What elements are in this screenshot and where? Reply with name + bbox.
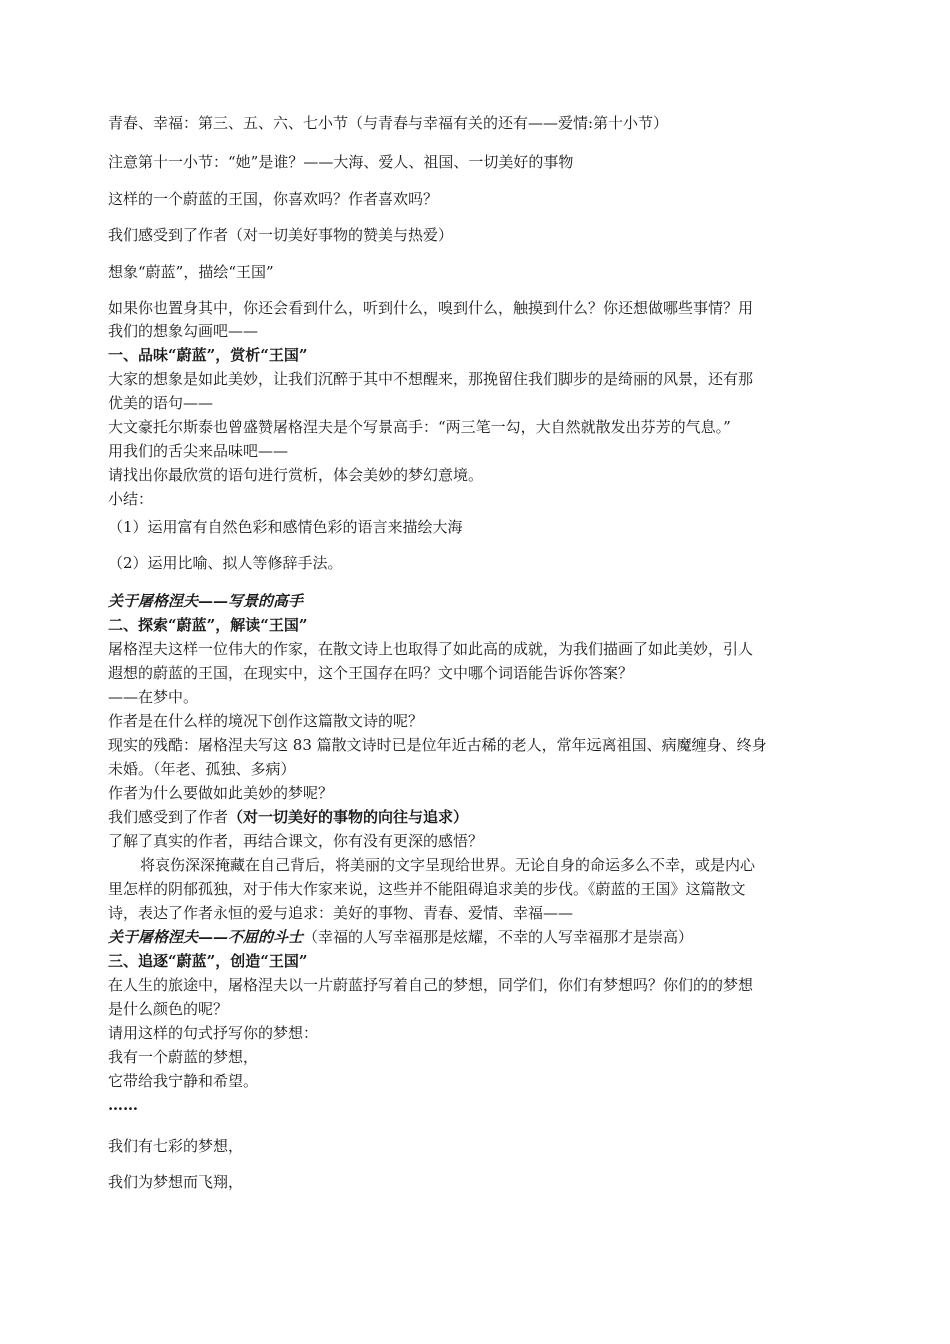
- text-line: 里怎样的阴郁孤独，对于伟大作家来说，这些并不能阻碍追求美的步伐。《蔚蓝的王国》这篇散文: [108, 880, 746, 898]
- subheading-italic: 关于屠格涅夫——写景的高手: [108, 592, 304, 610]
- text-fragment: 我们感受到了作者: [108, 808, 229, 826]
- text-line: 作者为什么要做如此美妙的梦呢？: [108, 784, 334, 802]
- ellipsis: ……: [108, 1096, 138, 1114]
- text-line: [108, 807, 468, 827]
- text-line: 诗，表达了作者永恒的爱与追求：美好的事物、青春、爱情、幸福——: [108, 904, 574, 922]
- text-line: 注意第十一小节：“她”是谁？——大海、爱人、祖国、一切美好的事物: [108, 153, 574, 171]
- text-line: 大家的想象是如此美妙，让我们沉醉于其中不想醒来，那挽留住我们脚步的是绮丽的风景，还有那: [108, 370, 754, 388]
- text-line: 请找出你最欣赏的语句进行赏析，体会美妙的梦幻意境。: [108, 466, 484, 484]
- text-line: 现实的残酷：屠格涅夫写这 83 篇散文诗时已是位年近古稀的老人，常年远离祖国、病魔缠身、终身: [108, 736, 767, 754]
- text-line: 青春、幸福：第三、五、六、七小节（与青春与幸福有关的还有——爱情:第十小节）: [108, 114, 669, 132]
- text-line: 我们感受到了作者（对一切美好事物的赞美与热爱）: [108, 226, 454, 244]
- subheading-italic: 关于屠格涅夫——不屈的斗士: [108, 928, 304, 946]
- text-line: 如果你也置身其中，你还会看到什么，听到什么，嗅到什么，触摸到什么？你还想做哪些事情？用: [108, 299, 754, 317]
- text-line: 是什么颜色的呢？: [108, 1000, 229, 1018]
- text-line: 作者是在什么样的境况下创作这篇散文诗的呢？: [108, 712, 424, 730]
- text-line: 我们为梦想而飞翔，: [108, 1173, 244, 1191]
- text-line: 大文豪托尔斯泰也曾盛赞屠格涅夫是个写景高手：“两三笔一勾，大自然就散发出芬芳的气息。”: [108, 418, 731, 436]
- text-line: 想象“蔚蓝”，描绘“王国”: [108, 263, 274, 281]
- text-line: 用我们的舌尖来品味吧——: [108, 442, 289, 460]
- text-line: [108, 927, 693, 947]
- text-line: 优美的语句——: [108, 394, 214, 412]
- text-line: 我们的想象勾画吧——: [108, 322, 259, 340]
- text-line: 小结：: [108, 490, 154, 508]
- text-line: 这样的一个蔚蓝的王国，你喜欢吗？作者喜欢吗？: [108, 190, 439, 208]
- text-line: 它带给我宁静和希望。: [108, 1072, 259, 1090]
- text-line: 在人生的旅途中，屠格涅夫以一片蔚蓝抒写着自己的梦想，同学们，你们有梦想吗？你们的的梦想: [108, 976, 754, 994]
- bold-fragment: （对一切美好的事物的向往与追求）: [228, 808, 469, 826]
- text-line: 了解了真实的作者，再结合课文，你有没有更深的感悟？: [108, 832, 484, 850]
- section-heading-2: 二、探索“蔚蓝”，解读“王国”: [108, 616, 308, 634]
- text-line: （2）运用比喻、拟人等修辞手法。: [108, 554, 343, 572]
- text-line: 我们有七彩的梦想，: [108, 1137, 244, 1155]
- text-line: 请用这样的句式抒写你的梦想：: [108, 1024, 319, 1042]
- text-line: 遐想的蔚蓝的王国，在现实中，这个王国存在吗？文中哪个词语能告诉你答案？: [108, 664, 634, 682]
- text-line: 我有一个蔚蓝的梦想，: [108, 1048, 259, 1066]
- text-fragment: （幸福的人写幸福那是炫耀，不幸的人写幸福那才是崇高）: [303, 928, 694, 946]
- text-line: ——在梦中。: [108, 688, 199, 706]
- section-heading-3: 三、追逐“蔚蓝”，创造“王国”: [108, 952, 308, 970]
- text-line: 屠格涅夫这样一位伟大的作家，在散文诗上也取得了如此高的成就，为我们描画了如此美妙，引人: [108, 640, 754, 658]
- text-line: （1）运用富有自然色彩和感情色彩的语言来描绘大海: [108, 518, 463, 536]
- section-heading-1: 一、品味“蔚蓝”，赏析“王国”: [108, 346, 308, 364]
- text-line: 将哀伤深深掩藏在自己背后，将美丽的文字呈现给世界。无论自身的命运多么不幸，或是内心: [140, 856, 756, 874]
- text-line: 未婚。（年老、孤独、多病）: [108, 760, 296, 778]
